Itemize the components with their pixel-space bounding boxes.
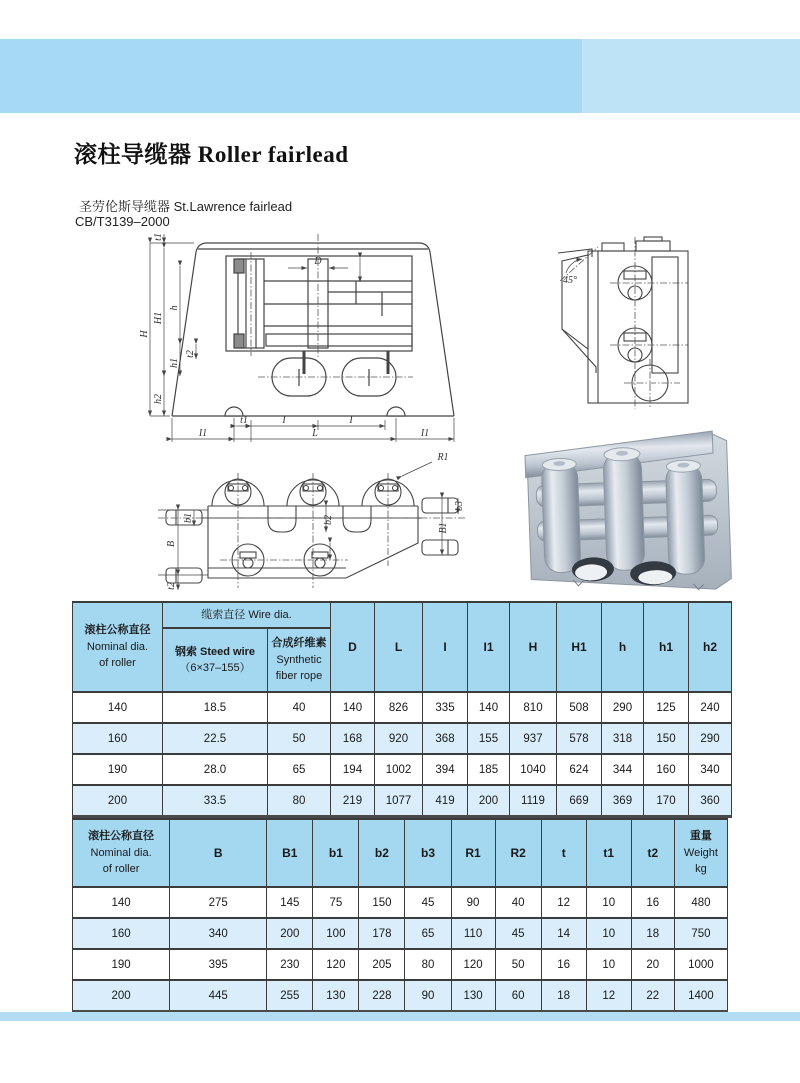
th-t1: t1 xyxy=(586,819,631,887)
th-h1: h1 xyxy=(644,602,689,692)
th-R2: R2 xyxy=(495,819,541,887)
bottom-blue-band xyxy=(0,1012,800,1021)
th-h: h xyxy=(602,602,644,692)
th-D: D xyxy=(331,602,375,692)
table-row: 200 33.5 80 219 1077 419 200 1119 669 369 170 360 xyxy=(73,785,732,817)
table-row: 140 275 145 75 150 45 90 40 12 10 16 480 xyxy=(73,887,728,918)
dim-label-45deg: 45° xyxy=(563,275,577,286)
dim-label-I-left: I xyxy=(282,415,286,426)
dim-label-t1-bottom: t1 xyxy=(240,415,248,426)
dim-label-t2: t2 xyxy=(185,350,196,358)
dimension-table-2 xyxy=(72,818,728,1013)
th-B1: B1 xyxy=(267,819,313,887)
dim-label-H1: H1 xyxy=(153,311,164,325)
dim-label-t2-plan: t2 xyxy=(166,582,177,590)
dim-label-b3: b3 xyxy=(454,501,465,511)
th-R1: R1 xyxy=(451,819,495,887)
th-b2: b2 xyxy=(359,819,405,887)
th-h2: h2 xyxy=(689,602,732,692)
dimension-table-1 xyxy=(72,601,732,818)
th-H1: H1 xyxy=(557,602,602,692)
top-band-watermark xyxy=(582,39,800,113)
dim-label-B1: B1 xyxy=(438,522,449,534)
standard-number: CB/T3139–2000 xyxy=(75,214,170,229)
th-b1: b1 xyxy=(313,819,359,887)
dim-label-h2: h2 xyxy=(153,394,164,404)
dim-label-b1: b1 xyxy=(183,513,194,523)
page-title-zh: 滚柱导缆器 xyxy=(74,142,192,167)
dim-label-h: h xyxy=(169,305,180,311)
th-I1: I1 xyxy=(468,602,510,692)
th-L: L xyxy=(375,602,423,692)
th-synthetic: 合成纤维素 Synthetic fiber rope xyxy=(268,628,331,692)
dim-label-D: D xyxy=(314,256,322,267)
dim-label-R1: R1 xyxy=(437,452,449,463)
table-row: 190 28.0 65 194 1002 394 185 1040 624 344 160 340 xyxy=(73,754,732,785)
th-B: B xyxy=(170,819,267,887)
table-row: 200 445 255 130 228 90 130 60 18 12 22 1400 xyxy=(73,980,728,1012)
th-roller-dia-2: 滚柱公称直径 Nominal dia. of roller xyxy=(73,819,170,887)
dim-label-H: H xyxy=(139,330,150,338)
dim-label-B: B xyxy=(166,540,177,548)
front-view-drawing xyxy=(138,226,468,448)
dim-label-I1-left: I1 xyxy=(198,428,208,439)
table-row: 160 340 200 100 178 65 110 45 14 10 18 750 xyxy=(73,918,728,949)
table-row: 160 22.5 50 168 920 368 155 937 578 318 150 290 xyxy=(73,723,732,754)
th-roller-dia: 滚柱公称直径 Nominal dia. of roller xyxy=(73,602,163,692)
side-view-drawing xyxy=(540,231,710,417)
th-I: I xyxy=(423,602,468,692)
th-b3: b3 xyxy=(405,819,451,887)
page-title-en: Roller fairlead xyxy=(191,142,349,167)
dim-label-I1-right: I1 xyxy=(420,428,430,439)
dim-label-I-right: I xyxy=(349,415,353,426)
th-H: H xyxy=(510,602,557,692)
dim-label-b2: b2 xyxy=(323,515,334,525)
plan-view-drawing xyxy=(150,448,468,604)
product-photo xyxy=(515,418,747,606)
th-wire-dia-group: 缆索直径 Wire dia. xyxy=(163,602,331,628)
th-steel-wire: 钢索 Steed wire （6×37–155） xyxy=(163,628,268,692)
dim-label-L: L xyxy=(312,428,318,439)
page-title xyxy=(74,136,349,169)
th-t2: t2 xyxy=(631,819,674,887)
dim-label-h1: h1 xyxy=(169,358,180,368)
dim-label-t1-top: t1 xyxy=(153,233,164,241)
th-weight: 重量 Weight kg xyxy=(674,819,727,887)
table-row: 140 18.5 40 140 826 335 140 810 508 290 125 240 xyxy=(73,692,732,723)
table-row: 190 395 230 120 205 80 120 50 16 10 20 1000 xyxy=(73,949,728,980)
th-t: t xyxy=(541,819,586,887)
subtitle: 圣劳伦斯导缆器 St.Lawrence fairlead xyxy=(79,199,293,214)
